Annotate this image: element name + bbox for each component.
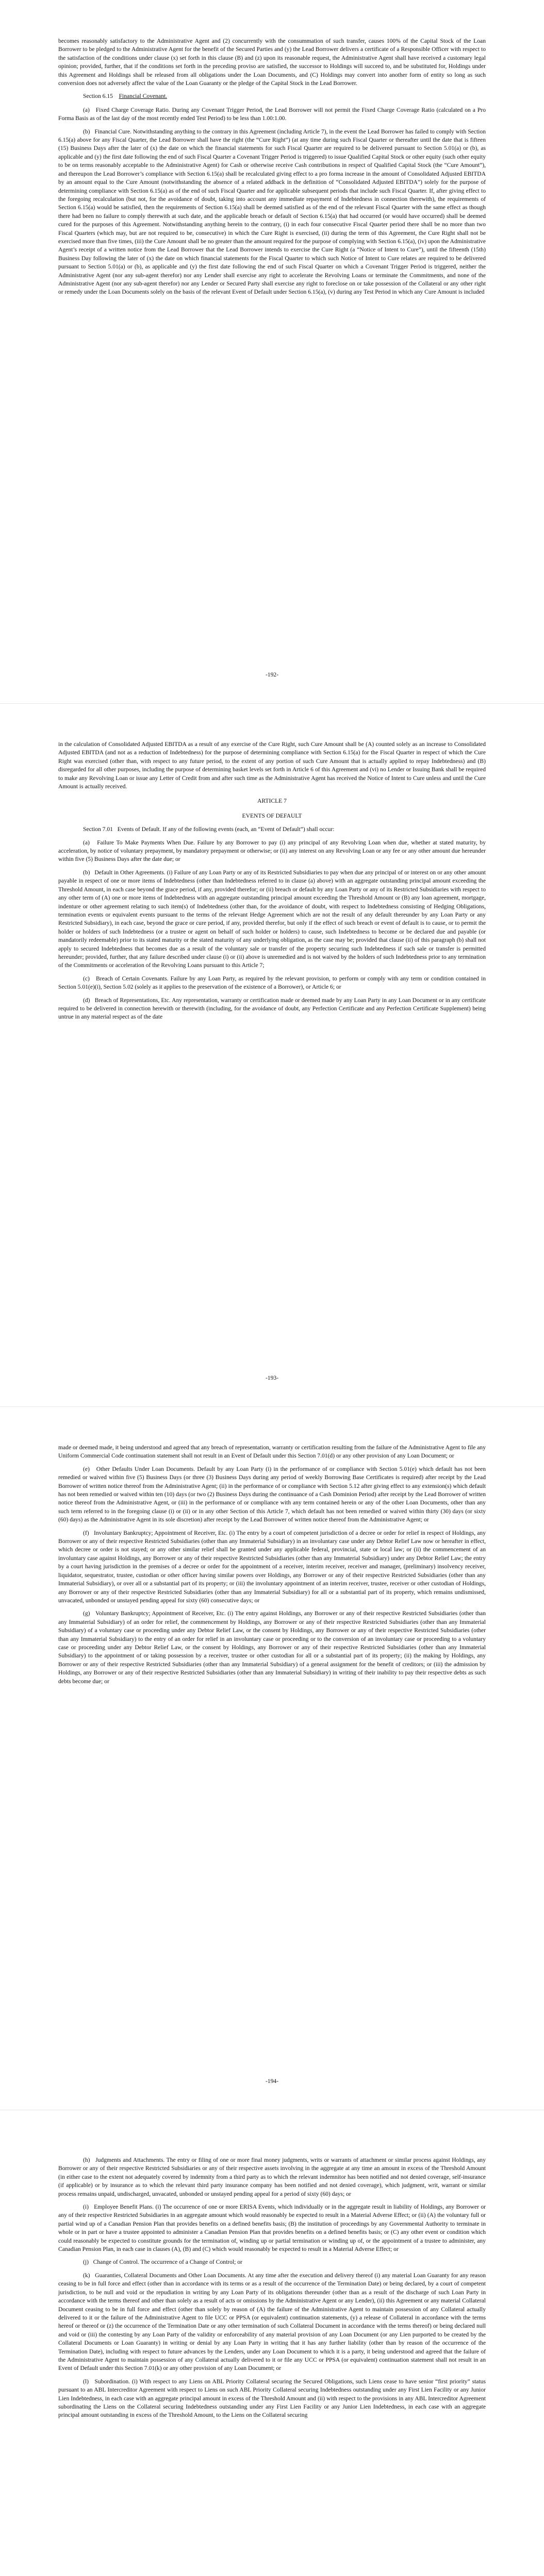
page-body	[0, 0, 544, 297]
page-divider	[0, 703, 544, 704]
paragraph: in the calculation of Consolidated Adjusted EBITDA as a result of any exercise of the Cure Right, such Cure Amount shall be (A) counted solely as an increase to Consolidated Adjusted EBITDA (and not as a reduction of Indebtedness) for the purpose of determining compliance with Section 6.15(a) for the Fiscal Quarter in respect of which the Cure Right was exercised (other than, with respect to any future period, to the extent of any portion of such Cure Amount that is actually applied to repay Indebtedness) and (B) disregarded for all other purposes, including the purpose of determining basket levels set forth in Article 6 of this Agreement and (vi) no Lender or Issuing Bank shall be required to make any Revolving Loan or issue any Letter of Credit from and after such time as the Administrative Agent has received the Notice of Intent to Cure unless and until the Cure Amount is actually received.	[58, 741, 486, 790]
section-number: Section 6.15	[83, 93, 113, 100]
paragraph: (l) Subordination. (i) With respect to any Liens on ABL Priority Collateral securing the Secured Obligations, such Liens cease to have senior “first priority” status pursuant to an ABL Intercreditor Agreement with respect to Liens on such ABL Priority Collateral securing Indebtedness outstanding under any First Lien Facility or any Junior Lien Indebtedness, in each case with an aggregate principal amount in excess of the Threshold Amount and (ii) with respect to the provisions in any ABL Intercreditor Agreement subordinating the Liens on the Collateral securing Indebtedness outstanding under any First Lien Facility or any Junior Lien Indebtedness, in each case with an aggregate principal amount outstanding in excess of the Threshold Amount, to the Liens on the Collateral securing	[58, 2378, 486, 2419]
paragraph: (h) Judgments and Attachments. The entry or filing of one or more final money judgments, writs or warrants of attachment or similar process against Holdings, any Borrower or any of their respective Restricted Subsidiaries or any of their respective assets involving in the aggregate at any time an amount in excess of the Threshold Amount (in either case to the extent not adequately covered by indemnity from a third party as to which the relevant indemnitor has been notified and not denied coverage, self-insurance (if applicable) or by insurance as to which the relevant third party insurance company has been notified and not denied coverage), which judgment, writ, warrant or similar process remains unpaid, undischarged, unvacated, unbonded or unstayed pending appeal for a period of sixty (60) days; or	[58, 2157, 486, 2197]
paragraph: (c) Breach of Certain Covenants. Failure by any Loan Party, as required by the relevant provision, to perform or comply with any term or condition contained in Section 5.01(e)(i), Section 5.02 (solely as it applies to the preservation of the existence of a Borrower), or Article 6; or	[58, 975, 486, 991]
page-divider	[0, 1406, 544, 1407]
paragraph: made or deemed made, it being understood and agreed that any breach of representation, warranty or certification resulting from the failure of the Administrative Agent to file any Uniform Commercial Code continuation statement shall not result in an Event of Default under this Section 7.01(d) or any other provision of any Loan Document; or	[58, 1444, 486, 1460]
page-body	[0, 2110, 544, 2420]
paragraph: (e) Other Defaults Under Loan Documents. Default by any Loan Party (i) in the performance of or compliance with Section 5.01(e) which default has not been remedied or waived within five (5) Business Days (or three (3) Business Days during any period of weekly Borrowing Base Certificates is required) after receipt by the Lead Borrower of written notice thereof from the Administrative Agent; (ii) in the performance of or compliance with Section 5.12 after giving effect to any extension(s) which default has not been remedied or waived within ten (10) days (or two (2) Business Days during the continuance of a Cash Dominion Period) after receipt by the Lead Borrower of written notice thereof from the Administrative Agent, or (iii) in the performance of or compliance with any term contained herein or any of the other Loan Documents, other than any such term referred to in the foregoing clause (i) or (ii) or in any other Section of this Article 7, which default has not been remedied or waived within thirty (30) days (or sixty (60) days) as the Administrative Agent in its sole discretion) after receipt by the Lead Borrower of written notice thereof from the Administrative Agent; or	[58, 1465, 486, 1523]
paragraph: Section 7.01 Events of Default. If any of the following events (each, an “Event of Default”) shall occur:	[83, 826, 335, 833]
page-body	[0, 1406, 544, 1686]
paragraph: (b) Default in Other Agreements. (i) Failure of any Loan Party or any of its Restricted Subsidiaries to pay when due any principal of or interest on or any other amount payable in respect of one or more items of Indebtedness (other than Indebtedness referred to in clause (a) above) with an aggregate outstanding principal amount exceeding the Threshold Amount, in each case beyond the grace period, if any, provided therefor; or (ii) breach or default by any Loan Party or any of its Restricted Subsidiaries with respect to any other term of (A) one or more items of Indebtedness with an aggregate outstanding principal amount exceeding the Threshold Amount or (B) any loan agreement, mortgage, indenture or other agreement relating to such item(s) of Indebtedness (other than, for the avoidance of doubt, with respect to Indebtedness consisting of Hedging Obligations, termination events or equivalent events pursuant to the terms of the relevant Hedge Agreement which are not the result of any default thereunder by any Loan Party or any Restricted Subsidiary), in each case, beyond the grace or cure period, if any, provided therefor, but only if the effect of such breach or event of default is to cause, or to permit the holder or holders of such Indebtedness (or a trustee or agent on behalf of such holder or holders) to cause, such Indebtedness to become or be declared due and payable (or mandatorily redeemable) prior to its stated maturity or the stated maturity of any underlying obligation, as the case may be; provided that clause (ii) of this paragraph (b) shall not apply to secured Indebtedness that becomes due as a result of the voluntary sale or transfer of the property securing such Indebtedness if such sale or transfer is permitted hereunder; provided, further, that any failure described under clause (i) or (ii) above is unremedied and is not waived by the holders of such Indebtedness prior to any termination of the Commitments or acceleration of the Revolving Loans pursuant to this Article 7;	[58, 869, 486, 969]
paragraph: (i) Employee Benefit Plans. (i) The occurrence of one or more ERISA Events, which individually or in the aggregate result in liability of Holdings, any Borrower or any of their respective Restricted Subsidiaries in an aggregate amount which would reasonably be expected to result in a Material Adverse Effect; or (ii) (A) the voluntary full or partial wind up of a Canadian Pension Plan that provides benefits on a defined benefits basis; (B) the institution of proceedings by any Governmental Authority to terminate in whole or in part or have a trustee appointed to administer a Canadian Pension Plan that provides benefits on a defined benefits basis; or (C) any other event or condition which could reasonably be expected to constitute grounds for the termination of, winding up or partial termination or winding up of, or the appointment of a trustee to administer, any Canadian Pension Plan, in each case in clauses (A), (B) and (C) which would reasonably be expected to result in a Material Adverse Effect; or	[58, 2204, 486, 2253]
paragraph: becomes reasonably satisfactory to the Administrative Agent and (2) concurrently with the consummation of such transfer, causes 100% of the Capital Stock of the Loan Borrower to be pledged to the Administrative Agent for the benefit of the Secured Parties and (y) the Lead Borrower delivers a certificate of a Responsible Officer with respect to the satisfaction of the conditions under clause (x) set forth in this clause (B) and (z) upon its reasonable request, the Administrative Agent shall have received a customary legal opinion; provided, further, that if the conditions set forth in the preceding proviso are satisfied, the successor to Holdings will succeed to, and be substituted for, Holdings under this Agreement and Holdings shall be released from all obligations under the Loan Documents, and (C) Holdings may convert into another form of entity so long as such conversion does not adversely affect the value of the Loan Guaranty or the pledge of the Capital Stock in the Lead Borrower.	[58, 38, 486, 87]
paragraph: (j) Change of Control. The occurrence of a Change of Control; or	[83, 2259, 242, 2266]
page-2	[0, 703, 544, 1406]
page-3	[0, 1406, 544, 2110]
paragraph: (g) Voluntary Bankruptcy; Appointment of Receiver, Etc. (i) The entry against Holdings, any Borrower or any of their respective Restricted Subsidiaries (other than any Immaterial Subsidiary) of an order for relief, the commencement by Holdings, any Borrower or any of their respective Restricted Subsidiaries (other than any Immaterial Subsidiary) of a voluntary case or proceeding under any Debtor Relief Law, or the consent by Holdings, any Borrower or any of their respective Restricted Subsidiaries (other than any Immaterial Subsidiary) to the entry of an order for relief in an involuntary case or proceeding or to the conversion of an involuntary case or proceeding to a voluntary case or proceeding under any Debtor Relief Law, or the consent by Holdings, any Borrower or any of their respective Restricted Subsidiaries (other than any Immaterial Subsidiary) to the appointment of or taking possession by a receiver, trustee or other custodian for all or a substantial part of its property; (ii) the making by Holdings, any Borrower or any of their respective Restricted Subsidiaries (other than any Immaterial Subsidiary) of a general assignment for the benefit of creditors; or (iii) the admission by Holdings, any Borrower or any of their respective Restricted Subsidiaries (other than any Immaterial Subsidiary) in writing of their inability to pay their respective debts as such debts become due; or	[58, 1610, 486, 1685]
page-number: -193-	[265, 1375, 279, 1381]
page-number: -194-	[265, 2078, 279, 2084]
page-body	[0, 703, 544, 1022]
page-1	[0, 0, 544, 703]
paragraph: (f) Involuntary Bankruptcy; Appointment of Receiver, Etc. (i) The entry by a court of competent jurisdiction of a decree or order for relief in respect of Holdings, any Borrower or any of their respective Restricted Subsidiaries (other than any Immaterial Subsidiary) in an involuntary case under any Debtor Relief Law now or hereafter in effect, which decree or order is not stayed; or any other similar relief shall be granted under any applicable federal, provincial, state or local law; or (ii) the commencement of an involuntary case against Holdings, any Borrower or any of their respective Restricted Subsidiaries (other than any Immaterial Subsidiary) under any Debtor Relief Law; the entry by a court having jurisdiction in the premises of a decree or order for the appointment of a receiver, interim receiver, receiver and manager, (preliminary) insolvency receiver, liquidator, sequestrator, trustee, custodian or other officer having similar powers over Holdings, any Borrower or any of their respective Restricted Subsidiaries (other than any Immaterial Subsidiary), or over all or a substantial part of its property; or (iii) the involuntary appointment of an interim receiver, trustee, receiver or other custodian of Holdings, any Borrower or any of their respective Restricted Subsidiaries (other than any Immaterial Subsidiary) for all or a substantial part of its property, which remains undismissed, unvacated, unbonded or unstayed pending appeal for sixty (60) consecutive days; or	[58, 1529, 486, 1604]
paragraph: (a) Fixed Charge Coverage Ratio. During any Covenant Trigger Period, the Lead Borrower will not permit the Fixed Charge Coverage Ratio (calculated on a Pro Forma Basis as of the last day of the most recently ended Test Period) to be less than 1.00:1.00.	[58, 106, 486, 122]
section-heading	[58, 92, 486, 100]
article-heading: ARTICLE 7	[257, 798, 287, 805]
article-heading: EVENTS OF DEFAULT	[242, 812, 302, 819]
paragraph: (b) Financial Cure. Notwithstanding anything to the contrary in this Agreement (including Article 7), in the event the Lead Borrower has failed to comply with Section 6.15(a) above for any Fiscal Quarter, the Lead Borrower shall have the right (the “Cure Right”) (at any time during such Fiscal Quarter or thereafter until the date that is fifteen (15) Business Days after the later of (x) the date on which the financial statements for such Fiscal Quarter are required to be delivered pursuant to Section 5.01(a) or (b), as applicable and (y) the first date following the end of such Fiscal Quarter a Covenant Trigger Period is triggered) to issue Qualified Capital Stock or other equity (such other equity to be on terms reasonably acceptable to the Administrative Agent) for Cash or otherwise receive Cash contributions in respect of Qualified Capital Stock (the “Cure Amount”), and thereupon the Lead Borrower’s compliance with Section 6.15(a) shall be recalculated giving effect to a pro forma increase in the amount of Consolidated Adjusted EBITDA by an amount equal to the Cure Amount (notwithstanding the absence of a related addback in the definition of “Consolidated Adjusted EBITDA”) solely for the purpose of determining compliance with Section 6.15(a) as of the end of such Fiscal Quarter and for applicable subsequent periods that include such Fiscal Quarter. If, after giving effect to the foregoing recalculation (but not, for the avoidance of doubt, taking into account any immediate repayment of Indebtedness in connection therewith), the requirements of Section 6.15(a) would be satisfied, then the requirements of Section 6.15(a) shall be deemed satisfied as of the end of the relevant Fiscal Quarter with the same effect as though there had been no failure to comply therewith at such date, and the applicable breach or default of Section 6.15(a) that had occurred (or would have occurred) shall be deemed cured for the purposes of this Agreement. Notwithstanding anything herein to the contrary, (i) in each four consecutive Fiscal Quarter period there shall be no more than two Fiscal Quarters (which may, but are not required to be, consecutive) in which the Cure Right is exercised, (ii) during the term of this Agreement, the Cure Right shall not be exercised more than five times, (iii) the Cure Amount shall be no greater than the amount required for the purpose of complying with Section 6.15(a), (iv) upon the Administrative Agent’s receipt of a written notice from the Lead Borrower that the Lead Borrower intends to exercise the Cure Right (a “Notice of Intent to Cure”), until the fifteenth (15th) Business Day following the later of (x) the date on which financial statements for the Fiscal Quarter to which such Notice of Intent to Cure relates are required to be delivered pursuant to Section 5.01(a) or (b), as applicable and (y) the first date following the end of such Fiscal Quarter on which a Covenant Trigger Period is triggered, neither the Administrative Agent (nor any sub-agent therefor) nor any Lender shall exercise any right to accelerate the Revolving Loans or terminate the Commitments, and none of the Administrative Agent (nor any sub-agent therefor) nor any Lender or Secured Party shall exercise any right to foreclose on or take possession of the Collateral or any other right or remedy under the Loan Documents solely on the basis of the relevant Event of Default under Section 6.15(a), (v) during any Test Period in which any Cure Amount is included	[58, 128, 486, 296]
paragraph: (k) Guaranties, Collateral Documents and Other Loan Documents. At any time after the execution and delivery thereof (i) any material Loan Guaranty for any reason ceasing to be in full force and effect (other than in accordance with its terms or as a result of the occurrence of the Termination Date) or being declared, by a court of competent jurisdiction, to be null and void or the repudiation in writing by any Loan Party of its obligations thereunder (other than as a result of the discharge of such Loan Party in accordance with the terms thereof and other than solely as a result of acts or omissions by the Administrative Agent or any Lender), (ii) this Agreement or any material Collateral Document ceasing to be in full force and effect (other than solely by reason of (A) the failure of the Administrative Agent to maintain possession of any Collateral actually delivered to it or the failure of the Administrative Agent to file UCC or PPSA (or equivalent) continuation statements, (y) a release of Collateral in accordance with the terms hereof or thereof or (z) the occurrence of the Termination Date or any other termination of such Collateral Document in accordance with the terms thereof) or being declared null and void or (iii) the contesting by any Loan Party of the validity or enforceability of any material provision of any Loan Document (or any Lien purported to be created by the Collateral Documents or Loan Guaranty) in writing or denial by any Loan Party in writing that it has any further liability (other than by reason of the occurrence of the Termination Date), including with respect to future advances by the Lenders, under any Loan Document to which it is a party, it being understood and agreed that the failure of the Administrative Agent to maintain possession of any Collateral actually delivered to it or file any UCC or PPSA (or equivalent) continuation statement shall not result in an Event of Default under this Section 7.01(k) or any other provision of any Loan Document; or	[58, 2272, 486, 2372]
paragraph: (d) Breach of Representations, Etc. Any representation, warranty or certification made or deemed made by any Loan Party in any Loan Document or in any certificate required to be delivered in connection herewith or therewith (including, for the avoidance of doubt, any Perfection Certificate and any Perfection Certificate Supplement) being untrue in any material respect as of the date	[58, 996, 486, 1021]
section-title: Financial Covenant.	[119, 93, 167, 100]
paragraph: (a) Failure To Make Payments When Due. Failure by any Borrower to pay (i) any principal of any Revolving Loan when due, whether at stated maturity, by acceleration, by notice of voluntary prepayment, by mandatory prepayment or otherwise; or (ii) any interest on any Revolving Loan or any fee or any other amount due hereunder within five (5) Business Days after the date due; or	[58, 839, 486, 863]
page-4	[0, 2110, 544, 2576]
page-number: -192-	[265, 671, 279, 678]
